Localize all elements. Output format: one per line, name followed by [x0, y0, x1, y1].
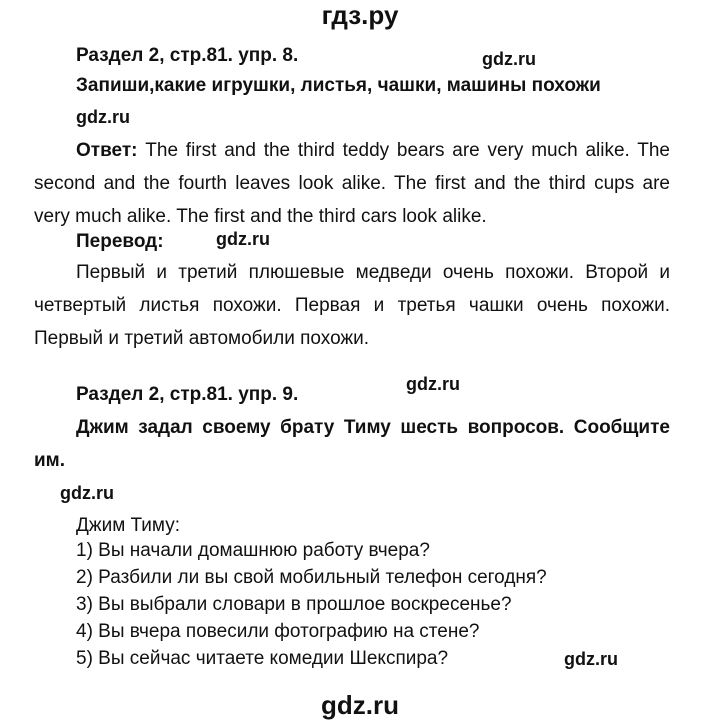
question-item: 4) Вы вчера повесили фотографию на стене? [76, 621, 480, 642]
exercise-9-intro: Джим Тиму: [76, 515, 180, 536]
translation-label: Перевод: [76, 231, 164, 252]
site-header-title: гдз.ру [321, 0, 399, 30]
answer-label: Ответ: [76, 140, 138, 161]
watermark: gdz.ru [482, 49, 536, 69]
translation-text: Первый и третий плюшевые медведи очень похожи. Второй и четвертый листья похожи. Первая и третья чашки очень похожи. Первый и третий автомобили похожи. [34, 262, 670, 349]
question-item: 1) Вы начали домашнюю работу вчера? [76, 540, 430, 561]
question-item: 2) Разбили ли вы свой мобильный телефон сегодня? [76, 567, 547, 588]
exercise-9-title: Раздел 2, стр.81. упр. 9. [76, 384, 299, 405]
watermark: gdz.ru [216, 229, 270, 249]
watermark: gdz.ru [406, 374, 460, 394]
question-item: 3) Вы выбрали словари в прошлое воскресенье? [76, 594, 512, 615]
watermark: gdz.ru [60, 483, 114, 503]
footer-site-mark: gdz.ru [321, 690, 399, 720]
watermark: gdz.ru [564, 649, 618, 669]
watermark: gdz.ru [76, 107, 130, 127]
exercise-8-task: Запиши,какие игрушки, листья, чашки, машины похожи [76, 75, 601, 96]
answer-text: The first and the third teddy bears are very much alike. The second and the fourth leaves look alike. The first and the third cups are very much alike. The first and the third cars look alike. [34, 140, 670, 227]
exercise-8-answer [34, 134, 670, 233]
question-item: 5) Вы сейчас читаете комедии Шекспира? [76, 648, 449, 669]
exercise-8-title: Раздел 2, стр.81. упр. 8. [76, 45, 299, 66]
exercise-9-task: Джим задал своему брату Тиму шесть вопросов. Сообщите им. [34, 417, 670, 471]
